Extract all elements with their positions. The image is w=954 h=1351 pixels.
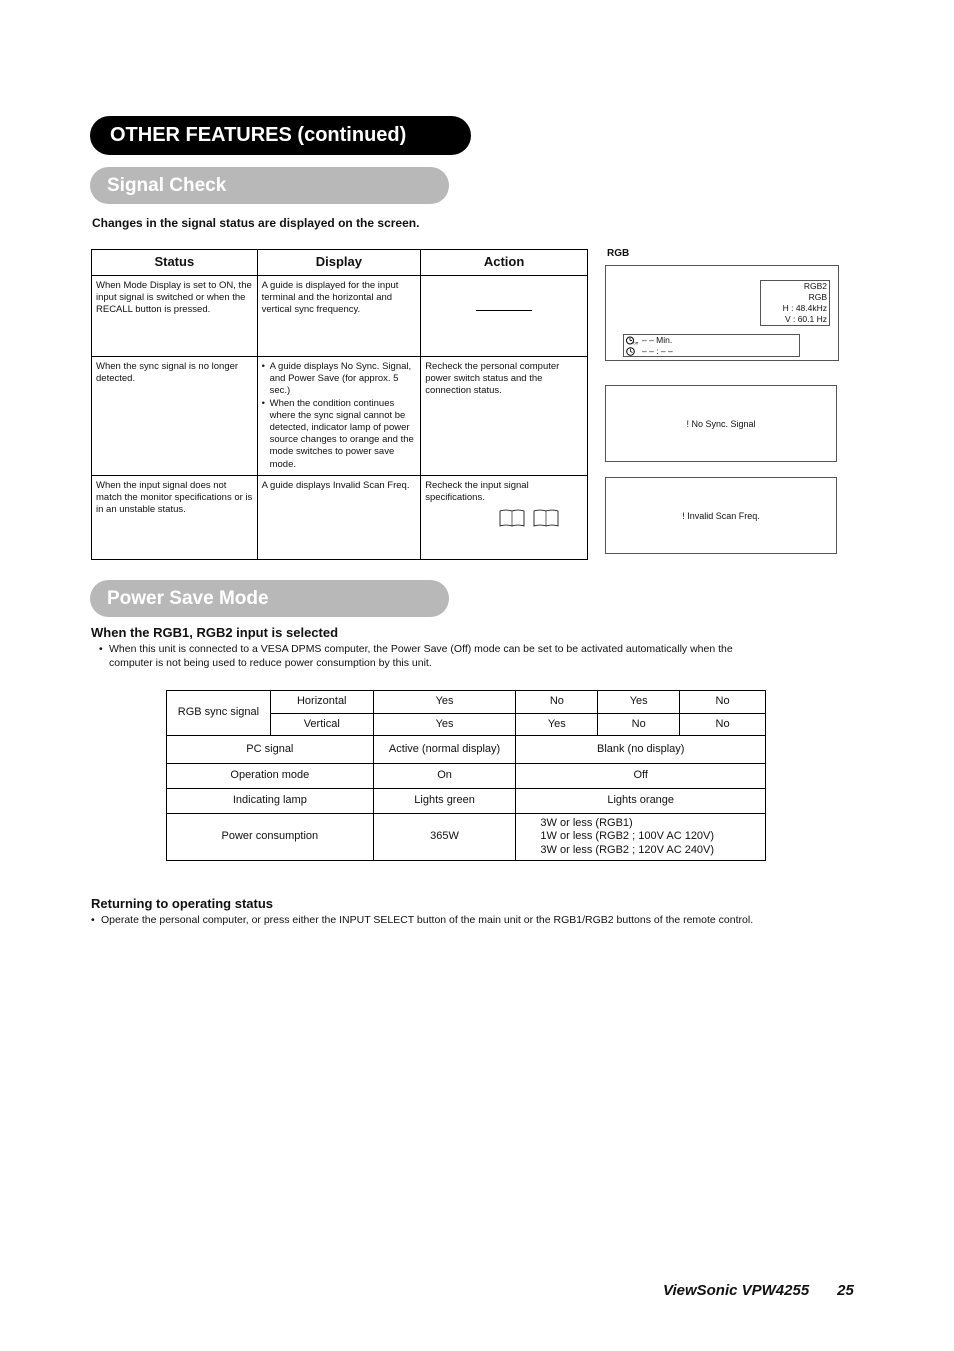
indicating-lamp-label: Indicating lamp [167,789,374,814]
table-row [167,814,766,861]
table-cell: Yes [516,714,598,736]
table-cell: No [680,714,766,736]
info-line: RGB [808,292,827,302]
returning-subhead: Returning to operating status [91,896,273,911]
table-row [167,764,766,789]
consumption-line: 3W or less (RGB2 ; 120V AC 240V) [540,843,715,856]
pc-signal-label: PC signal [167,736,374,764]
table-row [167,736,766,764]
operation-mode-label: Operation mode [167,764,374,789]
info-line: V : 60.1 Hz [784,314,827,324]
action-text: Recheck the input signal specifications. [425,479,529,504]
brand-model: ViewSonic VPW4255 [663,1282,810,1299]
signal-check-table [91,249,588,560]
action-cell: Recheck the personal computer power switch status and the connection status. [421,357,588,476]
info-line: RGB2 [803,281,827,291]
signal-check-intro: Changes in the signal status are displayed on the screen. [92,216,420,230]
power-save-title: Power Save Mode [90,580,449,617]
table-row [92,475,588,559]
table-cell: No [516,691,598,714]
table-row [167,691,766,714]
info-line: H : 48.4kHz [782,303,827,313]
display-bullet: • A guide displays No Sync. Signal, and Power Save (for approx. 5 sec.) [270,361,417,398]
table-cell: Lights orange [516,789,766,814]
display-cell [257,357,421,476]
table-cell: Yes [598,691,680,714]
page-footer [663,1282,854,1299]
table-cell [516,814,766,861]
table-row [167,789,766,814]
table-cell: Lights green [373,789,516,814]
horizontal-label: Horizontal [270,691,373,714]
invalid-scan-message: ! Invalid Scan Freq. [682,510,760,521]
table-row [92,357,588,476]
returning-bullet: • Operate the personal computer, or press either the INPUT SELECT button of the main unit or the RGB1/RGB2 buttons of the remote control. [91,914,754,926]
status-cell: When the input signal does not match the monitor specifications or is in an unstable status. [92,475,258,559]
power-save-table [166,690,766,861]
table-cell: No [598,714,680,736]
page-reference-icon [533,509,559,527]
header-action: Action [421,250,588,276]
header-display: Display [257,250,421,276]
off-timer-icon [626,336,639,346]
table-header-row [92,250,588,276]
invalid-scan-screen [605,477,837,554]
table-cell: Blank (no display) [516,736,766,764]
page-main-title: OTHER FEATURES (continued) [90,116,471,155]
vertical-label: Vertical [270,714,373,736]
no-sync-screen [605,385,837,462]
signal-info-box [760,280,830,326]
power-save-subhead: When the RGB1, RGB2 input is selected [91,625,339,640]
table-cell: Off [516,764,766,789]
timer-clock: – – : – – [642,346,673,356]
consumption-line: 1W or less (RGB2 ; 100V AC 120V) [540,830,715,843]
bullet-text: Operate the personal computer, or press either the INPUT SELECT button of the main unit or the RGB1/RGB2 buttons of the remote control. [101,914,754,926]
bullet-text: computer is not being used to reduce power consumption by this unit. [109,657,432,669]
page-number: 25 [837,1282,854,1299]
no-sync-message: ! No Sync. Signal [686,418,756,429]
power-save-bullet: • When this unit is connected to a VESA DPMS computer, the Power Save (Off) mode can be set to be activated automatically when the computer is not being used to reduce power consumption by this unit. [99,643,733,669]
table-cell: Active (normal display) [373,736,516,764]
display-cell: A guide displays Invalid Scan Freq. [257,475,421,559]
bullet-text: When this unit is connected to a VESA DPMS computer, the Power Save (Off) mode can be set to be activated automatically when the [109,643,733,655]
table-cell: Yes [373,714,516,736]
table-cell: On [373,764,516,789]
display-bullet: • When the condition continues where the sync signal cannot be detected, indicator lamp of power source changes to orange and the mode switches to power save mode. [270,398,417,471]
rgb-sync-signal-label: RGB sync signal [167,691,271,736]
timer-min: – – Min. [642,335,673,345]
status-cell: When Mode Display is set to ON, the input signal is switched or when the RECALL button is pressed. [92,276,258,357]
table-row [92,276,588,357]
svg-text:Off: Off [633,341,639,346]
clock-icon [626,347,636,356]
header-status: Status [92,250,258,276]
table-cell: 365W [373,814,516,861]
action-cell [421,276,588,357]
status-cell: When the sync signal is no longer detected. [92,357,258,476]
power-consumption-label: Power consumption [167,814,374,861]
action-cell [421,475,588,559]
blank-line [476,310,532,311]
rgb-screen-label: RGB [607,248,630,259]
timer-box [623,334,800,357]
page-reference-icon [499,509,525,527]
consumption-line: 3W or less (RGB1) [540,816,633,829]
signal-check-title: Signal Check [90,167,449,204]
display-cell: A guide is displayed for the input terminal and the horizontal and vertical sync frequency. [257,276,421,357]
table-cell: Yes [373,691,516,714]
table-cell: No [680,691,766,714]
